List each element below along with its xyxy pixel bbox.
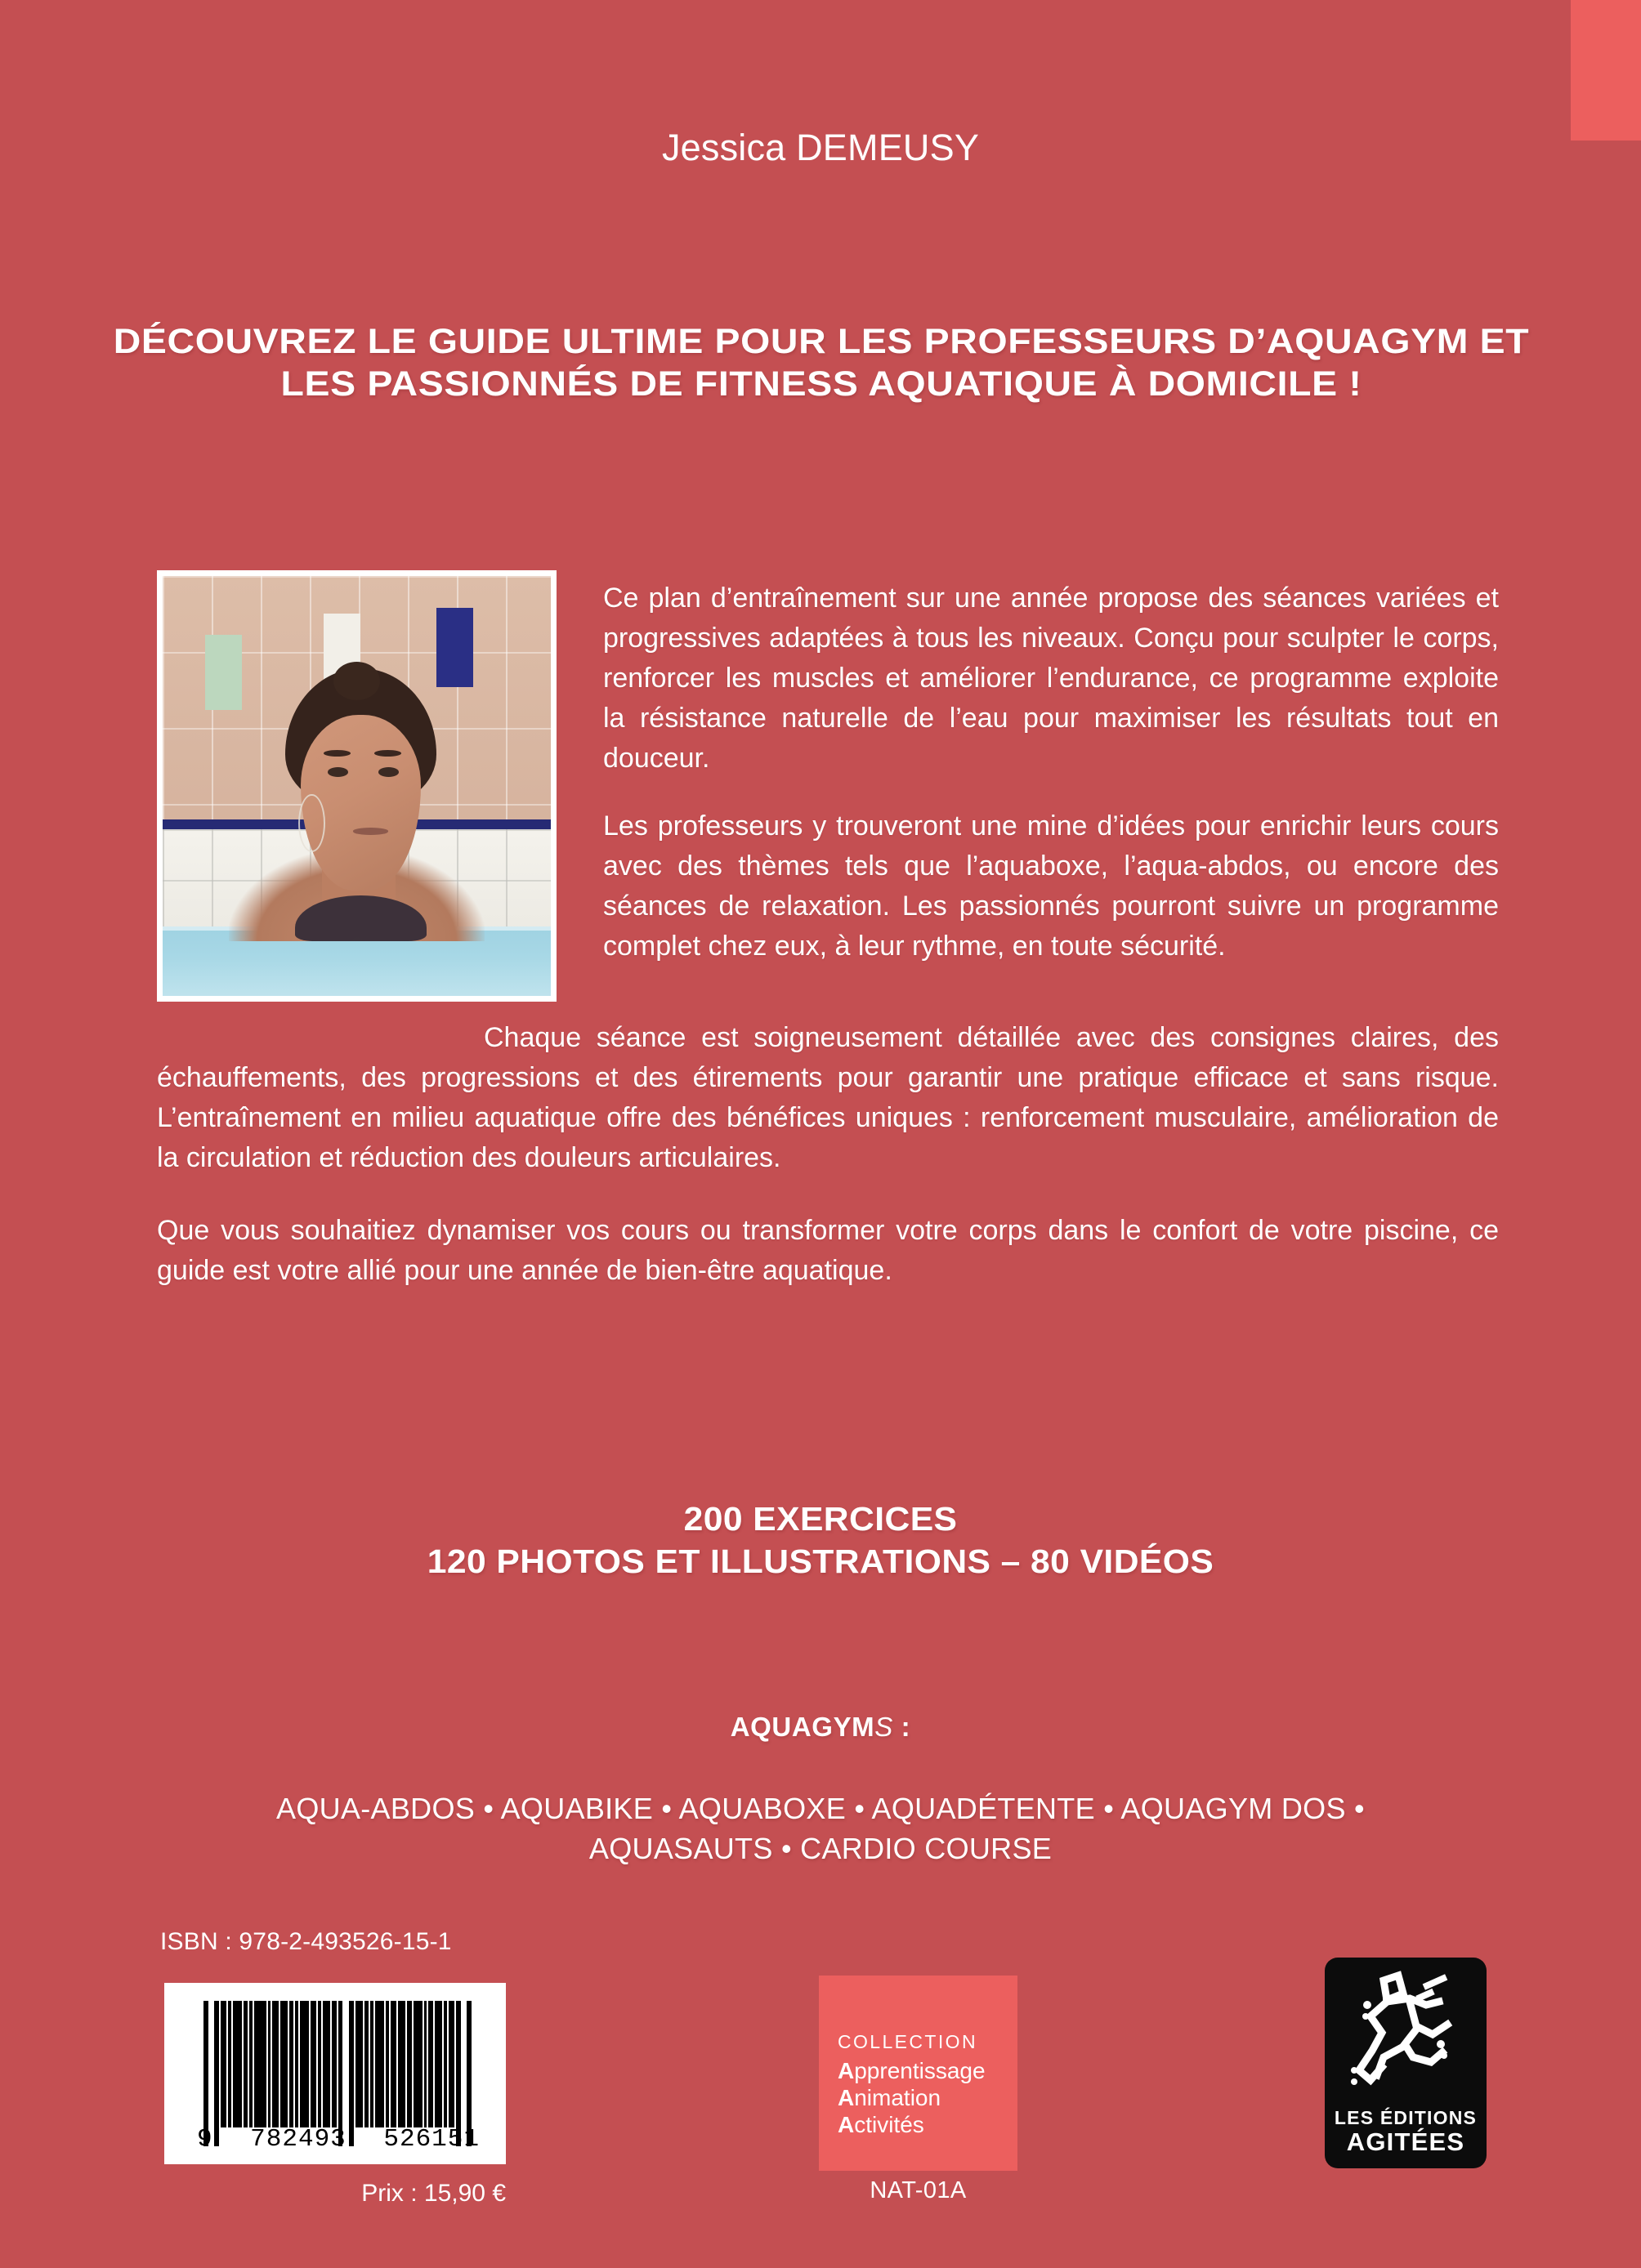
barcode-digits <box>197 2125 480 2154</box>
body-paragraph-2: Les professeurs y trouveront une mine d’idées pour enrichir leurs cours avec des thèmes tels que l’aquaboxe, l’aqua-abdos, ou encore des séances de relaxation. Les passionnés pourront suivre un programme complet chez eux, à leur rythme, en toute sécurité. <box>603 810 1499 962</box>
collection-line-1-initial: A <box>838 2058 855 2083</box>
aquagyms-list-line-2: AQUASAUTS • CARDIO COURSE <box>588 1831 1053 1865</box>
publisher-logo <box>1325 1958 1487 2168</box>
barcode-digit-prefix: 9 <box>197 2125 213 2154</box>
author-name: Jessica DEMEUSY <box>661 127 980 168</box>
spine-accent-block <box>1571 0 1641 141</box>
counts-line-1: 200 EXERCICES <box>683 1500 958 1538</box>
publisher-name <box>1325 2108 1487 2155</box>
page-headline <box>93 320 1549 406</box>
barcode-group-left: 782493 <box>250 2125 347 2154</box>
collection-heading: COLLECTION <box>838 2031 977 2052</box>
photo-mouth <box>353 828 388 834</box>
collection-line-2-initial: A <box>838 2085 855 2111</box>
barcode-group-right: 526151 <box>383 2125 480 2154</box>
photo-earring <box>298 794 325 852</box>
aquagyms-list <box>248 1789 1393 1869</box>
body-paragraph-4: Que vous souhaitiez dynamiser vos cours ou transformer votre corps dans le confort de votre piscine, ce guide est votre allié pour une année de bien-être aquatique. <box>157 1214 1499 1286</box>
collection-line-3-rest: ctivités <box>854 2112 924 2138</box>
collection-reference: NAT-01A <box>870 2177 967 2203</box>
photo-eyebrow-right <box>374 750 401 757</box>
body-paragraph-1: Ce plan d’entraînement sur une année propose des séances variées et progressives adaptées à tous les niveaux. Conçu pour sculpter le corps, renforcer les muscles et améliorer l’endurance, ce programme exploite la résistance naturelle de l’eau pour maximiser les résultats tout en douceur. <box>603 583 1499 774</box>
collection-line-1-rest: pprentissage <box>854 2058 986 2083</box>
photo-blue-tile <box>436 608 473 688</box>
body-text-column <box>603 578 1499 994</box>
isbn-barcode <box>164 1983 506 2164</box>
aquagyms-title <box>0 1712 1641 1743</box>
collection-badge <box>819 1976 1017 2171</box>
collection-line-2 <box>838 2084 1017 2111</box>
body-paragraph-3: Chaque séance est soigneusement détaillée avec des consignes claires, des échauffements, des progressions et des étirements pour garantir une pratique efficace et sans risque. L’entraînement en milieu aquatique offre des bénéfices uniques : renforcement musculaire, amélioration de la circulation et réduction des douleurs articulaires. <box>157 1022 1499 1173</box>
author-photo <box>157 570 557 1002</box>
headline-line-1: DÉCOUVREZ LE GUIDE ULTIME POUR LES PROFESSEURS D’AQUAGYM ET <box>113 322 1530 361</box>
photo-green-tile <box>205 635 242 711</box>
barcode-bars <box>203 2001 473 2127</box>
aquagyms-title-suffix: : <box>892 1712 911 1742</box>
aquagyms-title-soft: S <box>874 1712 893 1742</box>
photo-hair-bun <box>333 662 380 699</box>
collection-line-3-initial: A <box>838 2112 855 2138</box>
publisher-name-line-2: AGITÉES <box>1346 2127 1465 2156</box>
counts-line-2: 120 PHOTOS ET ILLUSTRATIONS – 80 VIDÉOS <box>427 1543 1214 1581</box>
headline-line-2: LES PASSIONNÉS DE FITNESS AQUATIQUE À DOMICILE ! <box>280 364 1362 404</box>
collection-line-3 <box>838 2111 1017 2138</box>
content-counts <box>0 1498 1641 1583</box>
publisher-name-line-1: LES ÉDITIONS <box>1334 2107 1478 2129</box>
photo-eye-left <box>328 767 348 777</box>
aquagyms-title-main: AQUAGYM <box>730 1712 875 1742</box>
author-photo-image <box>163 576 551 996</box>
collection-line-1 <box>838 2057 1017 2084</box>
running-figure-icon <box>1335 1966 1477 2103</box>
aquagyms-list-line-1: AQUA-ABDOS • AQUABIKE • AQUABOXE • AQUADÉTENTE • AQUAGYM DOS • <box>276 1792 1365 1825</box>
body-text-full-width <box>157 1018 1499 1291</box>
isbn-label: ISBN : 978-2-493526-15-1 <box>160 1928 452 1955</box>
photo-eye-right <box>378 767 399 777</box>
collection-line-2-rest: nimation <box>854 2085 941 2111</box>
price-label: Prix : 15,90 € <box>361 2180 506 2207</box>
